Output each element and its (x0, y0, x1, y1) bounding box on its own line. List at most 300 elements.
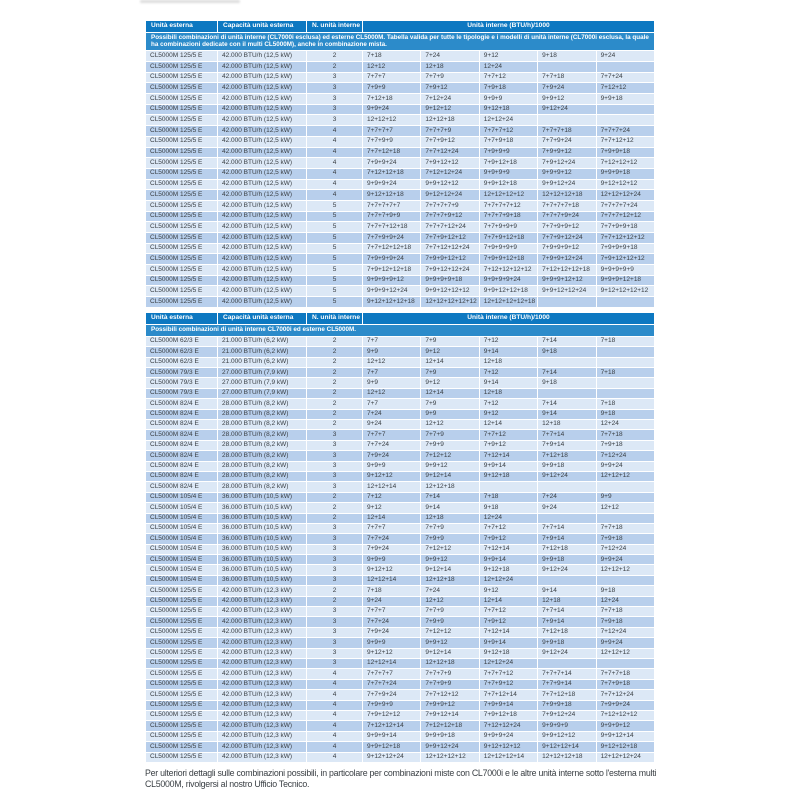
table-2-body (146, 336, 655, 762)
combo-cell (538, 575, 596, 585)
capacity-cell: 28.000 BTU/h (8,2 kW) (218, 451, 307, 461)
combo-cell: 7+9+9 (363, 83, 421, 94)
indoor-count-cell: 5 (307, 275, 363, 286)
outdoor-unit-cell: CL5000M 125/5 E (146, 115, 218, 126)
table-row (146, 243, 655, 254)
table-row (146, 286, 655, 297)
capacity-cell: 42.000 BTU/h (12,3 kW) (218, 669, 307, 679)
indoor-count-cell: 4 (307, 679, 363, 689)
outdoor-unit-cell: CL5000M 82/4 E (146, 430, 218, 440)
combo-cell: 9+9+9 (363, 461, 421, 471)
indoor-count-cell: 3 (307, 617, 363, 627)
table-row (146, 168, 655, 179)
indoor-count-cell: 3 (307, 83, 363, 94)
capacity-cell: 28.000 BTU/h (8,2 kW) (218, 482, 307, 492)
capacity-cell: 42.000 BTU/h (12,3 kW) (218, 638, 307, 648)
capacity-cell: 42.000 BTU/h (12,5 kW) (218, 190, 307, 201)
combo-cell: 7+24 (538, 492, 596, 502)
combo-cell: 9+18 (538, 378, 596, 388)
table-row (146, 627, 655, 637)
combinations-table-1 (145, 20, 655, 308)
combo-cell: 9+12+12 (363, 648, 421, 658)
combo-cell (538, 297, 596, 308)
combo-cell: 7+7 (363, 399, 421, 409)
combo-cell: 9+12 (363, 503, 421, 513)
indoor-count-cell: 2 (307, 336, 363, 346)
combo-cell: 12+24 (479, 513, 537, 523)
outdoor-unit-cell: CL5000M 125/5 E (146, 710, 218, 720)
combo-cell: 7+7+14 (538, 523, 596, 533)
combo-cell (538, 659, 596, 669)
combo-cell: 7+9+9+12 (421, 700, 479, 710)
combo-cell: 7+9+12+18 (479, 710, 537, 720)
combo-cell: 12+12 (363, 62, 421, 73)
combo-cell: 7+7+7 (363, 607, 421, 617)
combo-cell: 7+9+9 (421, 534, 479, 544)
combo-cell: 7+7+7+9+24 (538, 211, 596, 222)
outdoor-unit-cell: CL5000M 79/3 E (146, 388, 218, 398)
combo-cell: 9+9+12+12+18 (479, 286, 537, 297)
combo-cell: 12+14 (479, 596, 537, 606)
capacity-cell: 42.000 BTU/h (12,5 kW) (218, 168, 307, 179)
outdoor-unit-cell: CL5000M 105/4 E (146, 565, 218, 575)
combo-cell: 7+7+18 (596, 523, 654, 533)
indoor-count-cell: 3 (307, 627, 363, 637)
combo-cell: 9+9+9 (363, 638, 421, 648)
combo-cell: 9+18 (479, 503, 537, 513)
combo-cell: 9+9+14 (479, 638, 537, 648)
combo-cell: 7+9+9+9+12 (538, 243, 596, 254)
combo-cell: 7+9+9+24 (363, 158, 421, 169)
indoor-count-cell: 4 (307, 179, 363, 190)
combo-cell: 7+7+18 (538, 72, 596, 83)
outdoor-unit-cell: CL5000M 125/5 E (146, 147, 218, 158)
combo-cell: 12+12+12 (596, 471, 654, 481)
indoor-count-cell: 2 (307, 596, 363, 606)
table-row (146, 679, 655, 689)
table-row (146, 265, 655, 276)
table-row (146, 503, 655, 513)
outdoor-unit-cell: CL5000M 82/4 E (146, 409, 218, 419)
outdoor-unit-cell: CL5000M 125/5 E (146, 265, 218, 276)
outdoor-unit-cell: CL5000M 82/4 E (146, 482, 218, 492)
table-row (146, 710, 655, 720)
capacity-cell: 42.000 BTU/h (12,5 kW) (218, 254, 307, 265)
combo-cell: 9+12+12+24 (421, 190, 479, 201)
capacity-cell: 28.000 BTU/h (8,2 kW) (218, 461, 307, 471)
table-row (146, 126, 655, 137)
combo-cell: 9+9+24 (596, 461, 654, 471)
combo-cell: 7+7 (363, 336, 421, 346)
combo-cell: 9+9+9 (479, 94, 537, 105)
combo-cell: 7+9+12+18 (479, 158, 537, 169)
combo-cell: 9+9+9+12+12 (538, 275, 596, 286)
capacity-cell: 42.000 BTU/h (12,3 kW) (218, 690, 307, 700)
combo-cell: 7+9+14 (538, 534, 596, 544)
combo-cell: 7+7+24 (363, 617, 421, 627)
outdoor-unit-cell: CL5000M 105/4 E (146, 523, 218, 533)
combo-cell: 7+9+14 (538, 440, 596, 450)
table-row (146, 690, 655, 700)
combo-cell: 9+9 (421, 409, 479, 419)
combo-cell: 7+12+12+24 (479, 721, 537, 731)
combo-cell: 7+12+12 (421, 451, 479, 461)
combo-cell: 12+12 (363, 388, 421, 398)
combo-cell (596, 104, 654, 115)
combo-cell: 7+9+12+12+18 (363, 265, 421, 276)
capacity-cell: 42.000 BTU/h (12,5 kW) (218, 233, 307, 244)
indoor-count-cell: 2 (307, 492, 363, 502)
combo-cell: 7+9+12 (479, 534, 537, 544)
combo-cell: 12+12+24 (479, 115, 537, 126)
combo-cell: 9+9+12+12+24 (538, 286, 596, 297)
outdoor-unit-cell: CL5000M 82/4 E (146, 461, 218, 471)
combo-cell: 9+9 (596, 492, 654, 502)
combo-cell: 7+9+24 (363, 451, 421, 461)
combo-cell: 7+9+9+9+18 (596, 243, 654, 254)
capacity-cell: 36.000 BTU/h (10,5 kW) (218, 523, 307, 533)
capacity-cell: 36.000 BTU/h (10,5 kW) (218, 555, 307, 565)
combo-cell: 12+18 (538, 420, 596, 430)
capacity-cell: 27.000 BTU/h (7,9 kW) (218, 388, 307, 398)
outdoor-unit-cell: CL5000M 79/3 E (146, 378, 218, 388)
combo-cell: 7+12+12+12 (596, 158, 654, 169)
combo-cell: 7+9 (421, 399, 479, 409)
combo-cell: 7+7+9 (421, 72, 479, 83)
table-1-note: Possibili combinazioni di unità interne (CL7000i esclusa) ed esterne CL5000M. Tabella valida per tutte le tipologie e i modelli di unità interne (CL7000i esclusa, la quale ha combinazioni dedicate con il multi CL5000M), anche in combinazione mista. (146, 32, 655, 51)
table-row (146, 399, 655, 409)
outdoor-unit-cell: CL5000M 125/5 E (146, 596, 218, 606)
column-header-outdoor-unit: Unità esterna (146, 313, 218, 325)
combo-cell: 9+9+9+12+18 (596, 275, 654, 286)
combo-cell: 7+7+7+7+7 (363, 200, 421, 211)
combo-cell: 9+9+9+9+24 (479, 275, 537, 286)
combo-cell: 9+9+18 (538, 555, 596, 565)
combo-cell: 12+12 (421, 596, 479, 606)
indoor-count-cell: 2 (307, 357, 363, 367)
combo-cell: 7+7+9+9+24 (363, 233, 421, 244)
outdoor-unit-cell: CL5000M 125/5 E (146, 168, 218, 179)
combo-cell: 7+7+12+12+24 (421, 243, 479, 254)
table-row (146, 451, 655, 461)
indoor-count-cell: 2 (307, 347, 363, 357)
combo-cell: 7+7+7+12 (479, 669, 537, 679)
outdoor-unit-cell: CL5000M 125/5 E (146, 700, 218, 710)
capacity-cell: 28.000 BTU/h (8,2 kW) (218, 471, 307, 481)
combo-cell: 9+9+9+12 (538, 168, 596, 179)
indoor-count-cell: 4 (307, 710, 363, 720)
combo-cell: 7+12 (479, 336, 537, 346)
capacity-cell: 42.000 BTU/h (12,5 kW) (218, 136, 307, 147)
capacity-cell: 36.000 BTU/h (10,5 kW) (218, 513, 307, 523)
combo-cell: 7+12+12+12 (596, 710, 654, 720)
combo-cell: 9+12+12+12+18 (363, 297, 421, 308)
capacity-cell: 42.000 BTU/h (12,5 kW) (218, 72, 307, 83)
capacity-cell: 42.000 BTU/h (12,5 kW) (218, 126, 307, 137)
combo-cell: 9+12 (421, 378, 479, 388)
outdoor-unit-cell: CL5000M 105/4 E (146, 544, 218, 554)
combo-cell: 12+12 (596, 503, 654, 513)
combo-cell: 7+9+9+9 (479, 147, 537, 158)
outdoor-unit-cell: CL5000M 125/5 E (146, 752, 218, 762)
combo-cell: 12+12 (421, 420, 479, 430)
capacity-cell: 42.000 BTU/h (12,5 kW) (218, 275, 307, 286)
combo-cell: 9+9+9+12 (596, 721, 654, 731)
table-row (146, 638, 655, 648)
combo-cell: 12+12 (363, 357, 421, 367)
combo-cell: 7+7+12+18 (363, 147, 421, 158)
combo-cell: 7+12+24 (596, 627, 654, 637)
combo-cell: 7+12 (479, 399, 537, 409)
combo-cell: 7+9+12+12+24 (421, 265, 479, 276)
combo-cell: 12+24 (596, 420, 654, 430)
indoor-count-cell: 4 (307, 126, 363, 137)
combo-cell: 9+12+18 (479, 648, 537, 658)
table-row (146, 523, 655, 533)
combo-cell: 12+14 (363, 513, 421, 523)
capacity-cell: 42.000 BTU/h (12,3 kW) (218, 648, 307, 658)
indoor-count-cell: 4 (307, 158, 363, 169)
combo-cell: 7+9+18 (596, 440, 654, 450)
outdoor-unit-cell: CL5000M 62/3 E (146, 336, 218, 346)
combo-cell: 9+9+18 (538, 461, 596, 471)
combo-cell: 7+7+24 (363, 534, 421, 544)
indoor-count-cell: 3 (307, 104, 363, 115)
combo-cell: 9+9+24 (596, 555, 654, 565)
combo-cell: 7+7+9+12 (421, 136, 479, 147)
combo-cell: 12+12+18 (421, 659, 479, 669)
combo-cell: 7+7+12+12+18 (363, 243, 421, 254)
indoor-count-cell: 3 (307, 482, 363, 492)
table-row (146, 378, 655, 388)
combo-cell (538, 513, 596, 523)
combo-cell: 9+9+9+24 (479, 731, 537, 741)
capacity-cell: 21.000 BTU/h (6,2 kW) (218, 336, 307, 346)
combo-cell: 9+14 (479, 347, 537, 357)
outdoor-unit-cell: CL5000M 125/5 E (146, 638, 218, 648)
outdoor-unit-cell: CL5000M 82/4 E (146, 471, 218, 481)
combo-cell: 7+7+9 (421, 430, 479, 440)
combo-cell: 9+9+12 (421, 555, 479, 565)
combo-cell: 7+7+12+18 (538, 690, 596, 700)
outdoor-unit-cell: CL5000M 125/5 E (146, 104, 218, 115)
capacity-cell: 42.000 BTU/h (12,3 kW) (218, 731, 307, 741)
indoor-count-cell: 5 (307, 222, 363, 233)
combo-cell: 7+9+24 (538, 83, 596, 94)
combo-cell: 12+12+18 (421, 575, 479, 585)
combo-cell: 9+9+9+9 (538, 721, 596, 731)
combo-cell: 7+9+12+12+12 (596, 254, 654, 265)
capacity-cell: 42.000 BTU/h (12,5 kW) (218, 158, 307, 169)
combo-cell: 7+7+9+12+24 (538, 233, 596, 244)
combo-cell (538, 388, 596, 398)
indoor-count-cell: 5 (307, 286, 363, 297)
capacity-cell: 42.000 BTU/h (12,5 kW) (218, 51, 307, 62)
outdoor-unit-cell: CL5000M 125/5 E (146, 669, 218, 679)
combo-cell: 7+7+7+12+24 (421, 222, 479, 233)
indoor-count-cell: 4 (307, 700, 363, 710)
footnote-text: Per ulteriori dettagli sulle combinazioni possibili, in particolare per combinazioni miste con CL7000i e le altre unità interne sotto l'esterna multi CL5000M, rivolgersi al nostro Ufficio Tecnico. (145, 768, 657, 789)
indoor-count-cell: 5 (307, 297, 363, 308)
table-row (146, 420, 655, 430)
capacity-cell: 36.000 BTU/h (10,5 kW) (218, 492, 307, 502)
combo-cell: 7+12+14 (479, 627, 537, 637)
combo-cell: 9+12+12+12 (596, 179, 654, 190)
column-header-indoor-units: Unità interne (BTU/h)/1000 (363, 313, 655, 325)
table-row (146, 534, 655, 544)
outdoor-unit-cell: CL5000M 125/5 E (146, 136, 218, 147)
combo-cell: 7+7+12+12+12 (596, 233, 654, 244)
table-row (146, 565, 655, 575)
capacity-cell: 42.000 BTU/h (12,3 kW) (218, 742, 307, 752)
combo-cell: 7+9+9+18 (538, 700, 596, 710)
combo-cell: 7+7+14 (538, 430, 596, 440)
capacity-cell: 28.000 BTU/h (8,2 kW) (218, 409, 307, 419)
combo-cell: 7+9+12+24 (538, 710, 596, 720)
combo-cell: 12+14 (421, 357, 479, 367)
combo-cell: 12+12+12+18 (538, 190, 596, 201)
combo-cell: 7+7+7+7+12 (479, 200, 537, 211)
combo-cell: 7+14 (538, 368, 596, 378)
combo-cell: 9+9+12 (538, 94, 596, 105)
combo-cell: 7+7+9+12+12 (421, 233, 479, 244)
indoor-count-cell: 5 (307, 211, 363, 222)
combo-cell: 7+9+9+9+24 (363, 254, 421, 265)
combo-cell: 7+7+9 (421, 607, 479, 617)
combo-cell (596, 388, 654, 398)
combo-cell (596, 659, 654, 669)
combo-cell: 7+7+9 (421, 523, 479, 533)
column-header-outdoor-capacity: Capacità unità esterna (218, 21, 307, 33)
combo-cell: 7+18 (363, 51, 421, 62)
capacity-cell: 42.000 BTU/h (12,5 kW) (218, 286, 307, 297)
capacity-cell: 42.000 BTU/h (12,5 kW) (218, 115, 307, 126)
table-row (146, 104, 655, 115)
combo-cell: 9+9+9+18 (596, 168, 654, 179)
combo-cell (596, 357, 654, 367)
combo-cell: 7+7+9+12 (479, 679, 537, 689)
capacity-cell: 42.000 BTU/h (12,5 kW) (218, 222, 307, 233)
outdoor-unit-cell: CL5000M 125/5 E (146, 179, 218, 190)
combo-cell: 7+9+12 (421, 83, 479, 94)
combo-cell: 9+12+24 (538, 648, 596, 658)
combo-cell: 12+18 (538, 596, 596, 606)
capacity-cell: 27.000 BTU/h (7,9 kW) (218, 368, 307, 378)
combo-cell: 9+12+24 (538, 471, 596, 481)
combo-cell: 12+12+12+12 (479, 190, 537, 201)
table-row (146, 575, 655, 585)
capacity-cell: 36.000 BTU/h (10,5 kW) (218, 575, 307, 585)
combo-cell: 9+12+18 (479, 565, 537, 575)
combo-cell: 9+18 (538, 347, 596, 357)
indoor-count-cell: 4 (307, 731, 363, 741)
combo-cell: 9+12+14 (421, 565, 479, 575)
capacity-cell: 28.000 BTU/h (8,2 kW) (218, 430, 307, 440)
indoor-count-cell: 2 (307, 586, 363, 596)
indoor-count-cell: 3 (307, 575, 363, 585)
outdoor-unit-cell: CL5000M 62/3 E (146, 347, 218, 357)
combo-cell: 7+14 (421, 492, 479, 502)
table-row (146, 721, 655, 731)
combo-cell: 7+9+18 (596, 617, 654, 627)
outdoor-unit-cell: CL5000M 125/5 E (146, 648, 218, 658)
table-row (146, 222, 655, 233)
combo-cell: 9+12+12 (363, 471, 421, 481)
indoor-count-cell: 3 (307, 94, 363, 105)
combo-cell: 7+9+12 (479, 440, 537, 450)
combo-cell: 7+7+7+9 (421, 669, 479, 679)
combo-cell: 12+18 (479, 388, 537, 398)
combo-cell: 9+12+12+18 (363, 190, 421, 201)
combo-cell: 7+9+9 (421, 440, 479, 450)
combo-cell: 7+7+12+12 (421, 690, 479, 700)
capacity-cell: 42.000 BTU/h (12,5 kW) (218, 147, 307, 158)
combo-cell: 12+12+12+12 (421, 752, 479, 762)
combo-cell: 7+7+7+24 (596, 126, 654, 137)
combo-cell: 7+12+24 (421, 94, 479, 105)
combo-cell: 7+7+12 (479, 607, 537, 617)
combo-cell: 12+12+12 (596, 565, 654, 575)
indoor-count-cell: 4 (307, 669, 363, 679)
combo-cell: 7+7+9+24 (363, 690, 421, 700)
indoor-count-cell: 4 (307, 742, 363, 752)
combo-cell (538, 357, 596, 367)
capacity-cell: 42.000 BTU/h (12,3 kW) (218, 659, 307, 669)
outdoor-unit-cell: CL5000M 105/4 E (146, 503, 218, 513)
cropped-text-artifact (140, 0, 240, 3)
combo-cell: 12+14 (479, 420, 537, 430)
combo-cell: 7+7+7+9+9 (363, 211, 421, 222)
outdoor-unit-cell: CL5000M 125/5 E (146, 72, 218, 83)
indoor-count-cell: 4 (307, 136, 363, 147)
combo-cell: 9+9+9 (363, 555, 421, 565)
combo-cell (538, 62, 596, 73)
outdoor-unit-cell: CL5000M 82/4 E (146, 399, 218, 409)
combo-cell: 7+24 (363, 409, 421, 419)
combo-cell: 7+9+9+14 (479, 700, 537, 710)
combo-cell: 7+7+7+7+18 (538, 200, 596, 211)
combo-cell: 7+7+7+24 (363, 679, 421, 689)
outdoor-unit-cell: CL5000M 125/5 E (146, 200, 218, 211)
combo-cell: 7+7+9+14 (538, 679, 596, 689)
indoor-count-cell: 2 (307, 51, 363, 62)
combo-cell: 7+9+12+24 (538, 158, 596, 169)
table-row (146, 752, 655, 762)
combo-cell: 7+7+7+7+9 (421, 200, 479, 211)
outdoor-unit-cell: CL5000M 82/4 E (146, 420, 218, 430)
combo-cell: 7+12+18 (538, 544, 596, 554)
indoor-count-cell: 3 (307, 115, 363, 126)
outdoor-unit-cell: CL5000M 125/5 E (146, 126, 218, 137)
capacity-cell: 42.000 BTU/h (12,5 kW) (218, 211, 307, 222)
indoor-count-cell: 2 (307, 420, 363, 430)
combo-cell: 9+12+14 (421, 648, 479, 658)
combo-cell: 9+14 (538, 409, 596, 419)
combo-cell: 7+7+24 (363, 440, 421, 450)
table-2-header (146, 313, 655, 337)
combo-cell: 9+12+12 (363, 565, 421, 575)
combo-cell: 7+24 (421, 586, 479, 596)
capacity-cell: 28.000 BTU/h (8,2 kW) (218, 440, 307, 450)
combo-cell: 9+9+9+24 (363, 179, 421, 190)
combo-cell: 12+24 (479, 62, 537, 73)
table-row (146, 72, 655, 83)
combo-cell: 9+9+9+12+24 (363, 286, 421, 297)
combo-cell: 7+12+18 (363, 94, 421, 105)
combo-cell: 9+12 (421, 347, 479, 357)
capacity-cell: 36.000 BTU/h (10,5 kW) (218, 534, 307, 544)
combo-cell: 7+7+9+12+18 (479, 233, 537, 244)
